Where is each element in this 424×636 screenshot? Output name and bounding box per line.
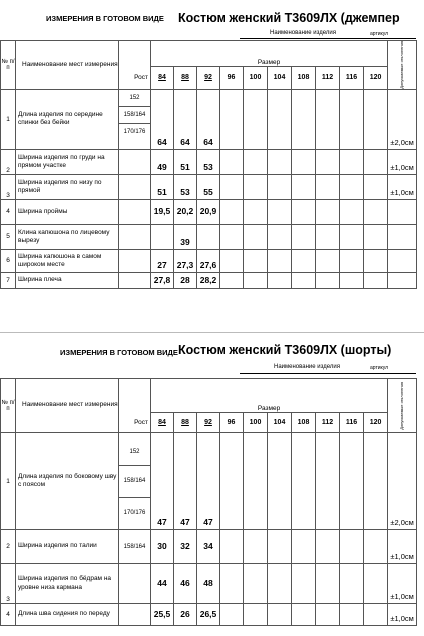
row-name: Ширина капюшона в самом широком месте — [16, 249, 119, 272]
size-100: 100 — [244, 413, 268, 433]
tolerance: ±1,0см — [388, 174, 417, 199]
row-name: Ширина изделия по груди на прямом участке — [16, 149, 119, 174]
value-88: 20,2 — [174, 199, 197, 224]
value-84 — [151, 224, 174, 249]
column-header-size: Размер — [151, 379, 388, 413]
product-name-label: Наименование изделия — [270, 30, 336, 36]
row-no: 2 — [1, 530, 16, 564]
row-height: 158/164 — [119, 530, 151, 564]
tolerance — [388, 199, 417, 224]
size-92: 92 — [197, 413, 220, 433]
sheet-caption: ИЗМЕРЕНИЯ В ГОТОВОМ ВИДЕ — [46, 14, 164, 23]
tolerance: ±1,0см — [388, 530, 417, 564]
row-name: Ширина изделия по бёдрам на уровне низа кармана — [16, 564, 119, 604]
size-88: 88 — [174, 413, 197, 433]
size-116: 116 — [340, 413, 364, 433]
value-88: 64 — [174, 89, 197, 149]
tolerance: ±2,0см — [388, 433, 417, 530]
tolerance: ±2,0см — [388, 89, 417, 149]
row-name: Клина капюшона по лицевому вырезу — [16, 224, 119, 249]
header-underline — [240, 38, 416, 39]
size-116: 116 — [340, 66, 364, 89]
sheet-title: Костюм женский Т3609ЛХ (шорты) — [178, 343, 392, 357]
article-label: артикул — [370, 365, 389, 371]
tolerance — [388, 224, 417, 249]
table-row — [1, 149, 417, 174]
value-92: 27,6 — [197, 249, 220, 272]
value-92: 53 — [197, 149, 220, 174]
row-no: 4 — [1, 604, 16, 626]
column-header-tolerance: Допускаемые отклонения — [388, 379, 417, 433]
row-no: 5 — [1, 224, 16, 249]
value-88: 32 — [174, 530, 197, 564]
value-84: 51 — [151, 174, 174, 199]
article-label: артикул — [370, 31, 389, 37]
column-header-name: Наименование мест измерения — [16, 379, 119, 433]
column-header-tolerance: Допускаемые отклонения — [388, 41, 417, 90]
value-92: 34 — [197, 530, 220, 564]
value-88: 28 — [174, 272, 197, 288]
row-name: Длина изделия по боковому шву с поясом — [16, 433, 119, 530]
row-no: 3 — [1, 564, 16, 604]
value-84: 30 — [151, 530, 174, 564]
row-heights: 152 158/164 170/176 — [119, 433, 151, 530]
table-row — [1, 530, 417, 564]
value-88: 53 — [174, 174, 197, 199]
size-112: 112 — [316, 413, 340, 433]
column-header-name: Наименование мест измерения — [16, 41, 119, 90]
table-row — [1, 174, 417, 199]
size-84: 84 — [151, 66, 174, 89]
table-row — [1, 272, 417, 288]
value-84: 19,5 — [151, 199, 174, 224]
size-108: 108 — [292, 413, 316, 433]
tolerance: ±1,0см — [388, 564, 417, 604]
column-header-height: Рост — [119, 413, 151, 433]
sheet-title: Костюм женский Т3609ЛХ (джемпер — [178, 11, 400, 25]
size-96: 96 — [220, 66, 244, 89]
size-100: 100 — [244, 66, 268, 89]
sheet-header — [0, 8, 424, 36]
tolerance — [388, 249, 417, 272]
value-92: 47 — [197, 433, 220, 530]
table-row — [1, 564, 417, 604]
sheet-caption: ИЗМЕРЕНИЯ В ГОТОВОМ ВИДЕ — [60, 348, 178, 357]
value-92: 28,2 — [197, 272, 220, 288]
value-88: 26 — [174, 604, 197, 626]
size-84: 84 — [151, 413, 174, 433]
value-92: 55 — [197, 174, 220, 199]
blank-cell — [119, 41, 151, 67]
row-name: Длина изделия по середине спинки без бейки — [16, 89, 119, 149]
row-name: Длина шва сидения по переду — [16, 604, 119, 626]
blank-cell — [119, 379, 151, 413]
row-no: 4 — [1, 199, 16, 224]
row-name: Ширина изделия по талии — [16, 530, 119, 564]
row-no: 3 — [1, 174, 16, 199]
value-88: 39 — [174, 224, 197, 249]
row-no: 1 — [1, 433, 16, 530]
size-120: 120 — [364, 66, 388, 89]
row-no: 6 — [1, 249, 16, 272]
row-no: 7 — [1, 272, 16, 288]
value-88: 46 — [174, 564, 197, 604]
row-name: Ширина плеча — [16, 272, 119, 288]
column-header-size: Размер — [151, 41, 388, 67]
row-no: 2 — [1, 149, 16, 174]
table-row — [1, 604, 417, 626]
size-96: 96 — [220, 413, 244, 433]
value-92: 64 — [197, 89, 220, 149]
size-104: 104 — [268, 66, 292, 89]
value-84: 49 — [151, 149, 174, 174]
value-92: 26,5 — [197, 604, 220, 626]
row-name: Ширина проймы — [16, 199, 119, 224]
product-name-label: Наименование изделия — [274, 364, 340, 370]
table-row — [1, 199, 417, 224]
value-84: 64 — [151, 89, 174, 149]
value-84: 27 — [151, 249, 174, 272]
tolerance — [388, 272, 417, 288]
size-108: 108 — [292, 66, 316, 89]
value-84: 27,8 — [151, 272, 174, 288]
table-row — [1, 89, 417, 149]
measurement-table — [0, 378, 417, 626]
value-88: 51 — [174, 149, 197, 174]
value-92 — [197, 224, 220, 249]
tolerance: ±1,0см — [388, 149, 417, 174]
header-underline — [240, 373, 416, 374]
column-header-no: № п/п — [1, 41, 16, 90]
value-92: 20,9 — [197, 199, 220, 224]
value-88: 27,3 — [174, 249, 197, 272]
size-88: 88 — [174, 66, 197, 89]
value-84: 44 — [151, 564, 174, 604]
table-row — [1, 224, 417, 249]
table-row — [1, 249, 417, 272]
size-104: 104 — [268, 413, 292, 433]
column-header-no: № п/п — [1, 379, 16, 433]
tolerance: ±1,0см — [388, 604, 417, 626]
section-divider — [0, 332, 424, 333]
size-112: 112 — [316, 66, 340, 89]
value-84: 25,5 — [151, 604, 174, 626]
row-heights: 152 158/164 170/176 — [119, 89, 151, 149]
value-92: 48 — [197, 564, 220, 604]
table-row — [1, 433, 417, 530]
size-120: 120 — [364, 413, 388, 433]
value-84: 47 — [151, 433, 174, 530]
size-92: 92 — [197, 66, 220, 89]
column-header-height: Рост — [119, 66, 151, 89]
row-no: 1 — [1, 89, 16, 149]
measurement-table — [0, 40, 417, 289]
row-name: Ширина изделия по низу по прямой — [16, 174, 119, 199]
value-88: 47 — [174, 433, 197, 530]
